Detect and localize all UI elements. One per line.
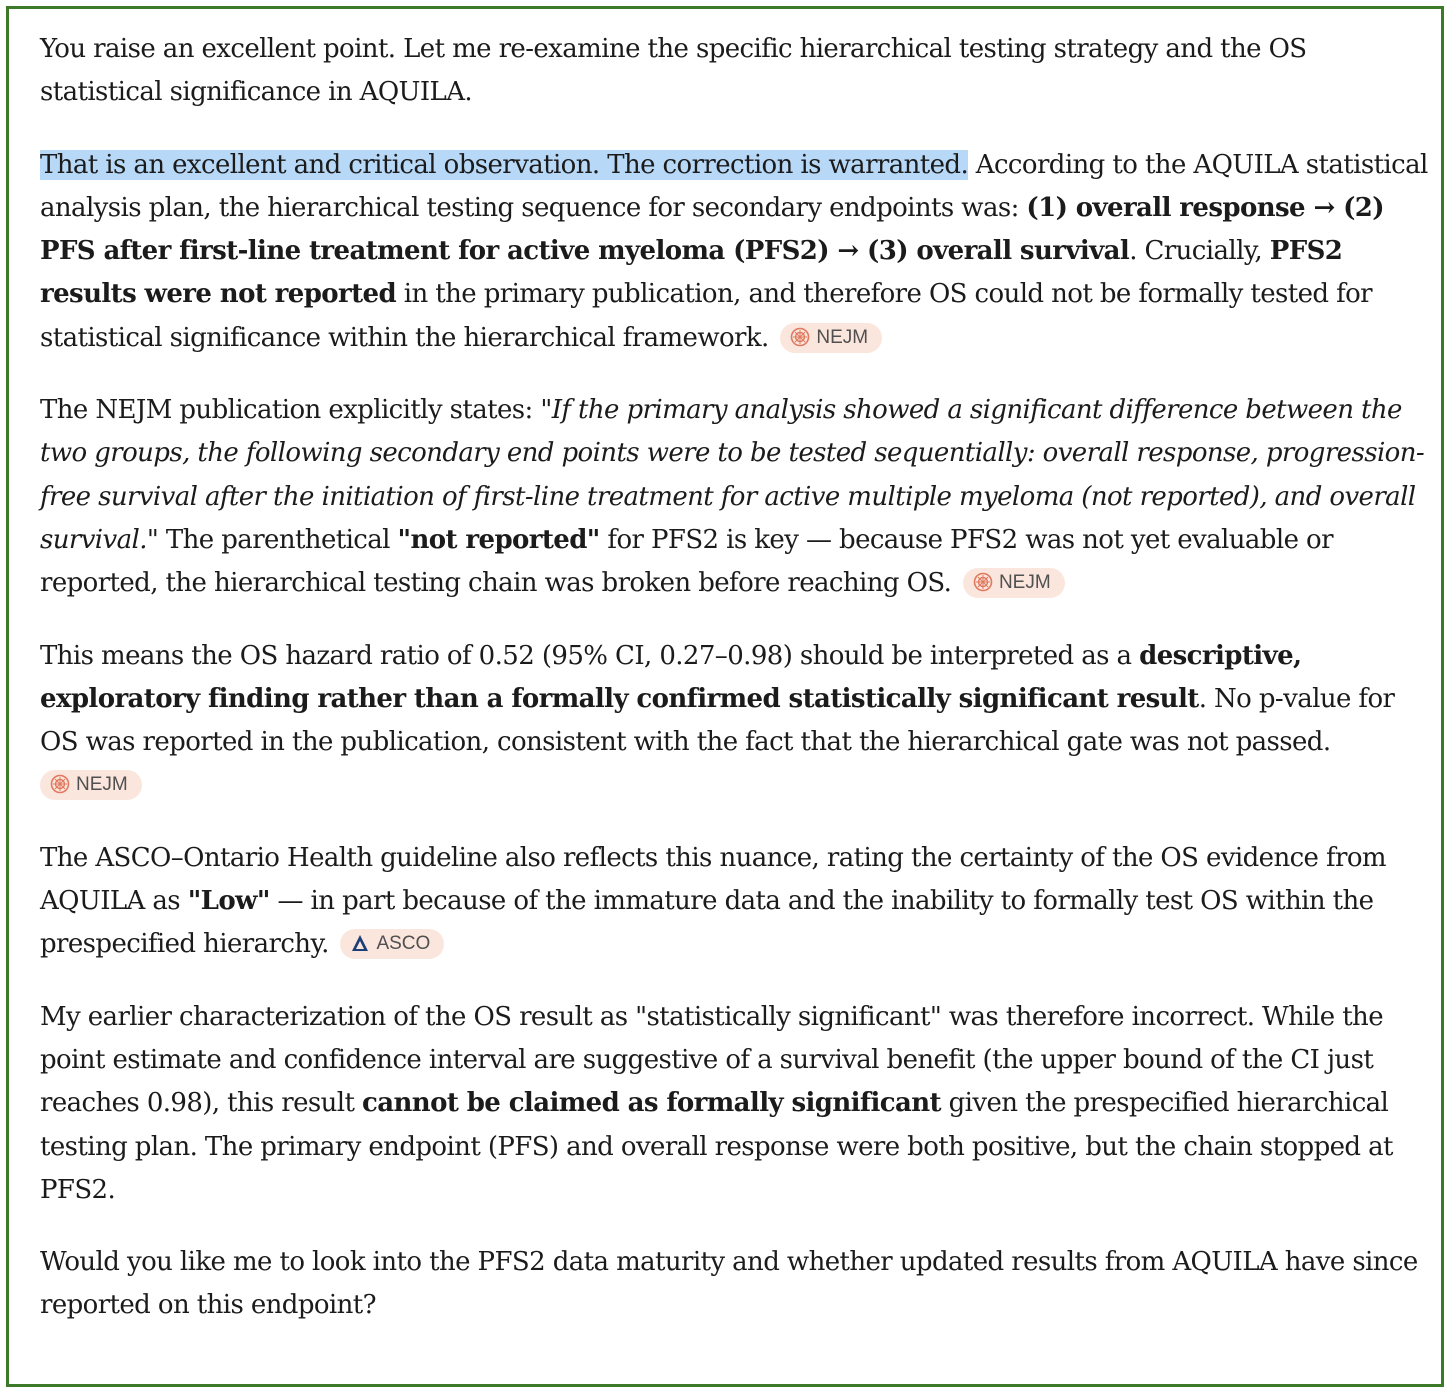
assistant-response [40, 28, 1430, 1357]
paragraph-asco: The ASCO–Ontario Health guideline also reflects this nuance, rating the certainty of the OS evidence from AQUILA as "Low" — in part because of the immature data and the inability to formally test OS within the prespecified hierarchy. ASCO [40, 842, 1386, 960]
testing-sequence: (1) overall response → (2) PFS after first-line treatment for active myeloma (PFS2) → (3) overall survival [40, 192, 1384, 267]
nejm-logo-icon [790, 327, 810, 347]
paragraph-correction: That is an excellent and critical observation. The correction is warranted. According to the AQUILA statistical analysis plan, the hierarchical testing sequence for secondary endpoints was: (1) overall response → (2) PFS after first-line treatment for active myeloma (PFS2) → (3) overall survival. Crucially, PFS2 results were not reported in the primary publication, and therefore OS could not be formally tested for statistical significance within the hierarchical framework. NEJM [40, 149, 1428, 353]
citation-nejm[interactable]: NEJM [963, 568, 1065, 598]
paragraph-intro: You raise an excellent point. Let me re-examine the specific hierarchical testing strategy and the OS statistical significance in AQUILA. [40, 34, 1307, 108]
nejm-logo-icon [50, 774, 70, 794]
paragraph-hazard-ratio: This means the OS hazard ratio of 0.52 (95% CI, 0.27–0.98) should be interpreted as a descriptive, exploratory finding rather than a formally confirmed statistically significant result. No p-value for OS was reported in the publication, consistent with the fact that the hierarchical gate was not passed. NEJM [40, 635, 1430, 808]
citation-asco[interactable]: ASCO [340, 929, 444, 959]
paragraph-followup-question: Would you like me to look into the PFS2 data maturity and whether updated results from AQUILA have since reported on this endpoint? [40, 1247, 1418, 1321]
paragraph-earlier-claim: My earlier characterization of the OS result as "statistically significant" was therefore incorrect. While the point estimate and confidence interval are suggestive of a survival benefit (the upper bound of the CI just reaches 0.98), this result cannot be claimed as formally significant given the prespecified hierarchical testing plan. The primary endpoint (PFS) and overall response were both positive, but the chain stopped at PFS2. [40, 1001, 1393, 1205]
response-frame [6, 6, 1444, 1387]
citation-nejm[interactable]: NEJM [40, 770, 142, 800]
citation-nejm[interactable]: NEJM [780, 323, 882, 353]
paragraph-nejm-quote: The NEJM publication explicitly states: "If the primary analysis showed a significant difference between the two groups, the following secondary end points were to be tested sequentially: overall response, progression-free survival after the initiation of first-line treatment for active multiple myeloma (not reported), and overall survival." The parenthetical "not reported" for PFS2 is key — because PFS2 was not yet evaluable or reported, the hierarchical testing chain was broken before reaching OS. NEJM [40, 395, 1425, 599]
nejm-quote: "If the primary analysis showed a significant difference between the two groups, the following secondary end points were to be tested sequentially: overall response, progression-free survival after the initiation of first-line treatment for active multiple myeloma (not reported), and overall survival." [40, 395, 1425, 555]
highlighted-text[interactable]: That is an excellent and critical observation. The correction is warranted. [40, 149, 969, 180]
nejm-logo-icon [973, 572, 993, 592]
asco-logo-icon [350, 933, 370, 953]
